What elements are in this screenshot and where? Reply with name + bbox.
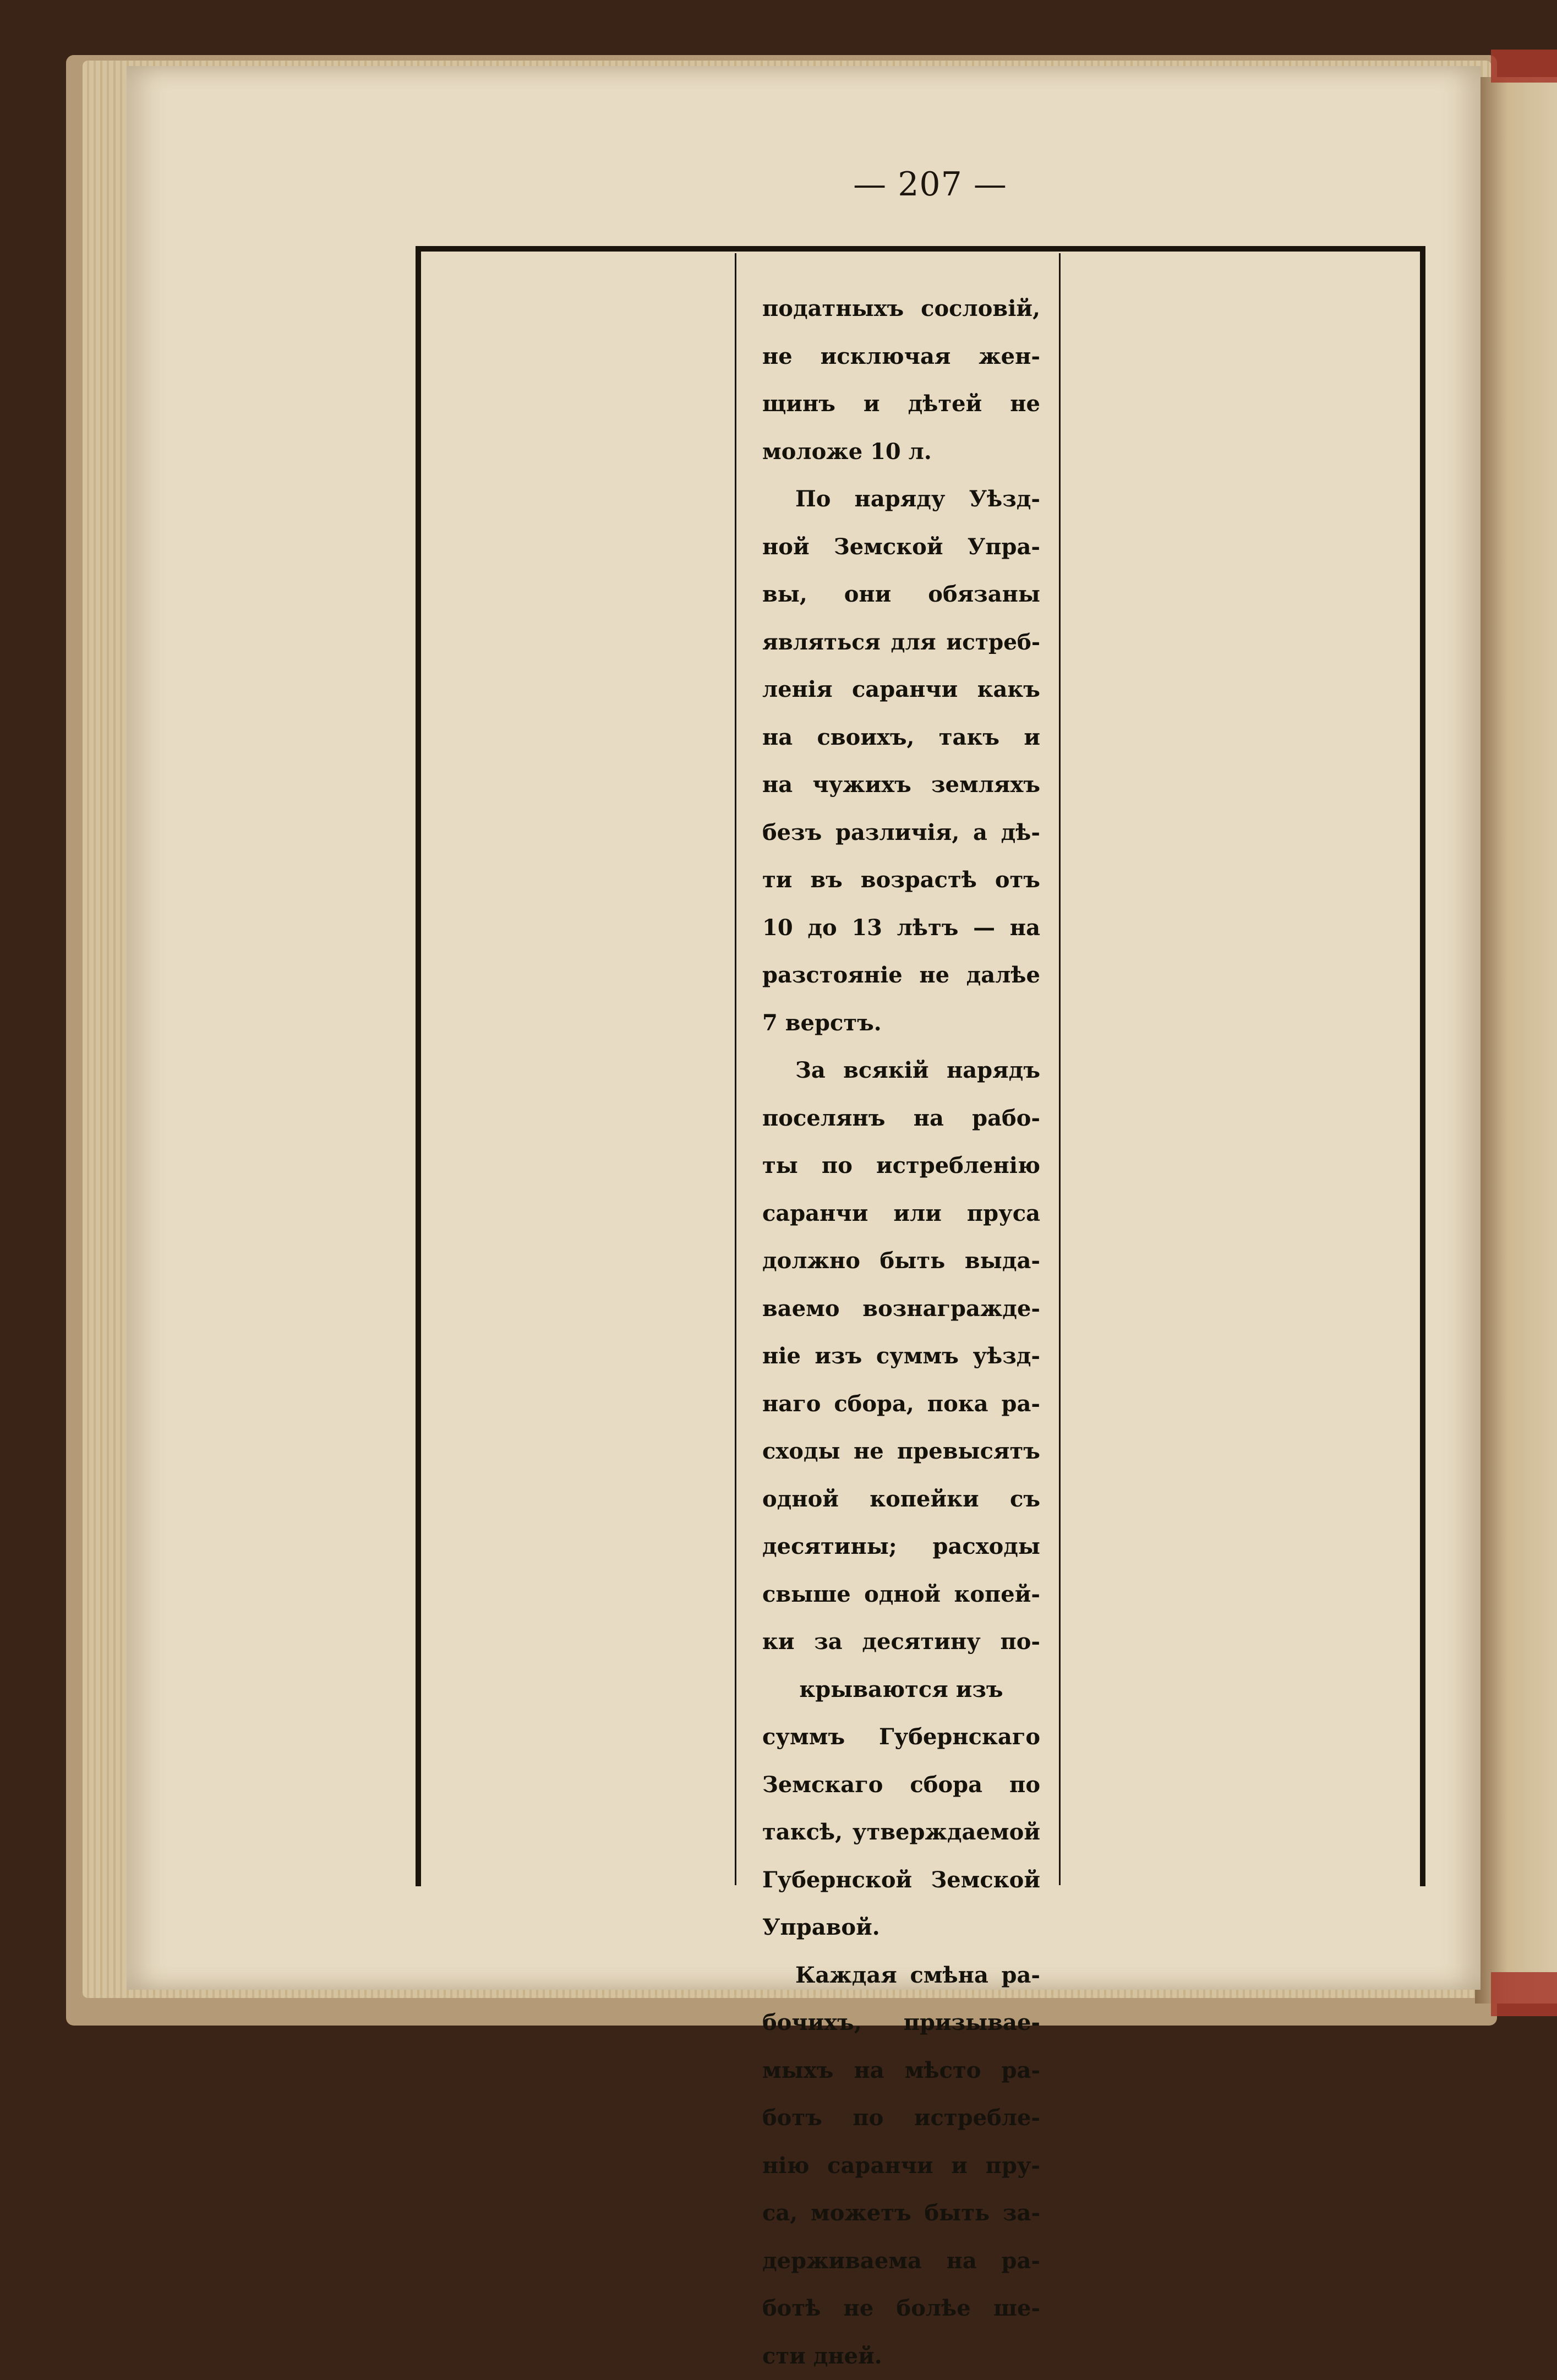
text-line: ти въ возрастѣ отъ — [762, 856, 1040, 904]
paragraph — [762, 285, 1040, 476]
text-line: 7 верстъ. — [762, 1000, 1040, 1047]
paragraph — [762, 1952, 1040, 2380]
text-line: поселянъ на рабо- — [762, 1095, 1040, 1143]
text-line: ты по истребленію — [762, 1142, 1040, 1190]
text-line: ніе изъ суммъ уѣзд- — [762, 1333, 1040, 1380]
text-line: податныхъ сословій, — [762, 285, 1040, 333]
text-line: сходы не превысятъ — [762, 1428, 1040, 1476]
text-line: Земскаго сбора по — [762, 1761, 1040, 1809]
text-line: моложе 10 л. — [762, 428, 1040, 476]
column-divider-left — [735, 253, 736, 1885]
text-column — [762, 285, 1040, 2380]
text-line: 10 до 13 лѣтъ — на — [762, 904, 1040, 952]
text-line: са, можетъ быть за- — [762, 2190, 1040, 2237]
text-line: на чужихъ земляхъ — [762, 761, 1040, 809]
text-line: ки за десятину по- — [762, 1618, 1040, 1666]
text-line: на своихъ, такъ и — [762, 714, 1040, 762]
text-line: Управой. — [762, 1904, 1040, 1952]
table-top-rule — [416, 246, 1425, 252]
text-line: держиваема на ра- — [762, 2237, 1040, 2285]
text-line: вы, они обязаны — [762, 571, 1040, 619]
text-line: сти дней. — [762, 2333, 1040, 2380]
text-line: ботъ по истребле- — [762, 2094, 1040, 2142]
paragraph — [762, 1047, 1040, 1952]
text-line: одной копейки съ — [762, 1476, 1040, 1524]
text-line: По наряду Уѣзд- — [762, 476, 1040, 523]
facing-page-edge — [1475, 77, 1557, 2004]
table-right-rule — [1420, 246, 1425, 1886]
text-line: ботѣ не болѣе ше- — [762, 2285, 1040, 2333]
text-line: ной Земской Упра- — [762, 523, 1040, 571]
text-line: десятины; расходы — [762, 1523, 1040, 1571]
text-line: ленія саранчи какъ — [762, 666, 1040, 714]
text-line: крываются изъ — [762, 1666, 1040, 1714]
text-line: мыхъ на мѣсто ра- — [762, 2047, 1040, 2095]
text-line: свыше одной копей- — [762, 1571, 1040, 1619]
text-line: щинъ и дѣтей не — [762, 380, 1040, 428]
text-line: За всякій нарядъ — [762, 1047, 1040, 1095]
paragraph — [762, 476, 1040, 1047]
text-line: Каждая смѣна ра- — [762, 1952, 1040, 2000]
text-line: таксѣ, утверждаемой — [762, 1809, 1040, 1857]
binding-cloth-bottom — [1491, 1972, 1557, 2016]
text-line: Губернской Земской — [762, 1857, 1040, 1904]
table-left-rule — [416, 246, 421, 1886]
text-line: бочихъ, призывае- — [762, 1999, 1040, 2047]
text-line: безъ различія, а дѣ- — [762, 809, 1040, 857]
text-line: саранчи или пруса — [762, 1190, 1040, 1238]
text-line: не исключая жен- — [762, 333, 1040, 381]
text-line: наго сбора, пока ра- — [762, 1380, 1040, 1428]
text-line: ваемо вознагражде- — [762, 1285, 1040, 1333]
text-line: должно быть выда- — [762, 1237, 1040, 1285]
binding-cloth-top — [1491, 50, 1557, 83]
column-divider-right — [1059, 253, 1061, 1885]
text-line: суммъ Губернскаго — [762, 1713, 1040, 1761]
text-line: нію саранчи и пру- — [762, 2142, 1040, 2190]
page-number: — 207 — — [826, 165, 1035, 204]
text-line: являться для истреб- — [762, 619, 1040, 667]
text-line: разстояніе не далѣе — [762, 952, 1040, 1000]
